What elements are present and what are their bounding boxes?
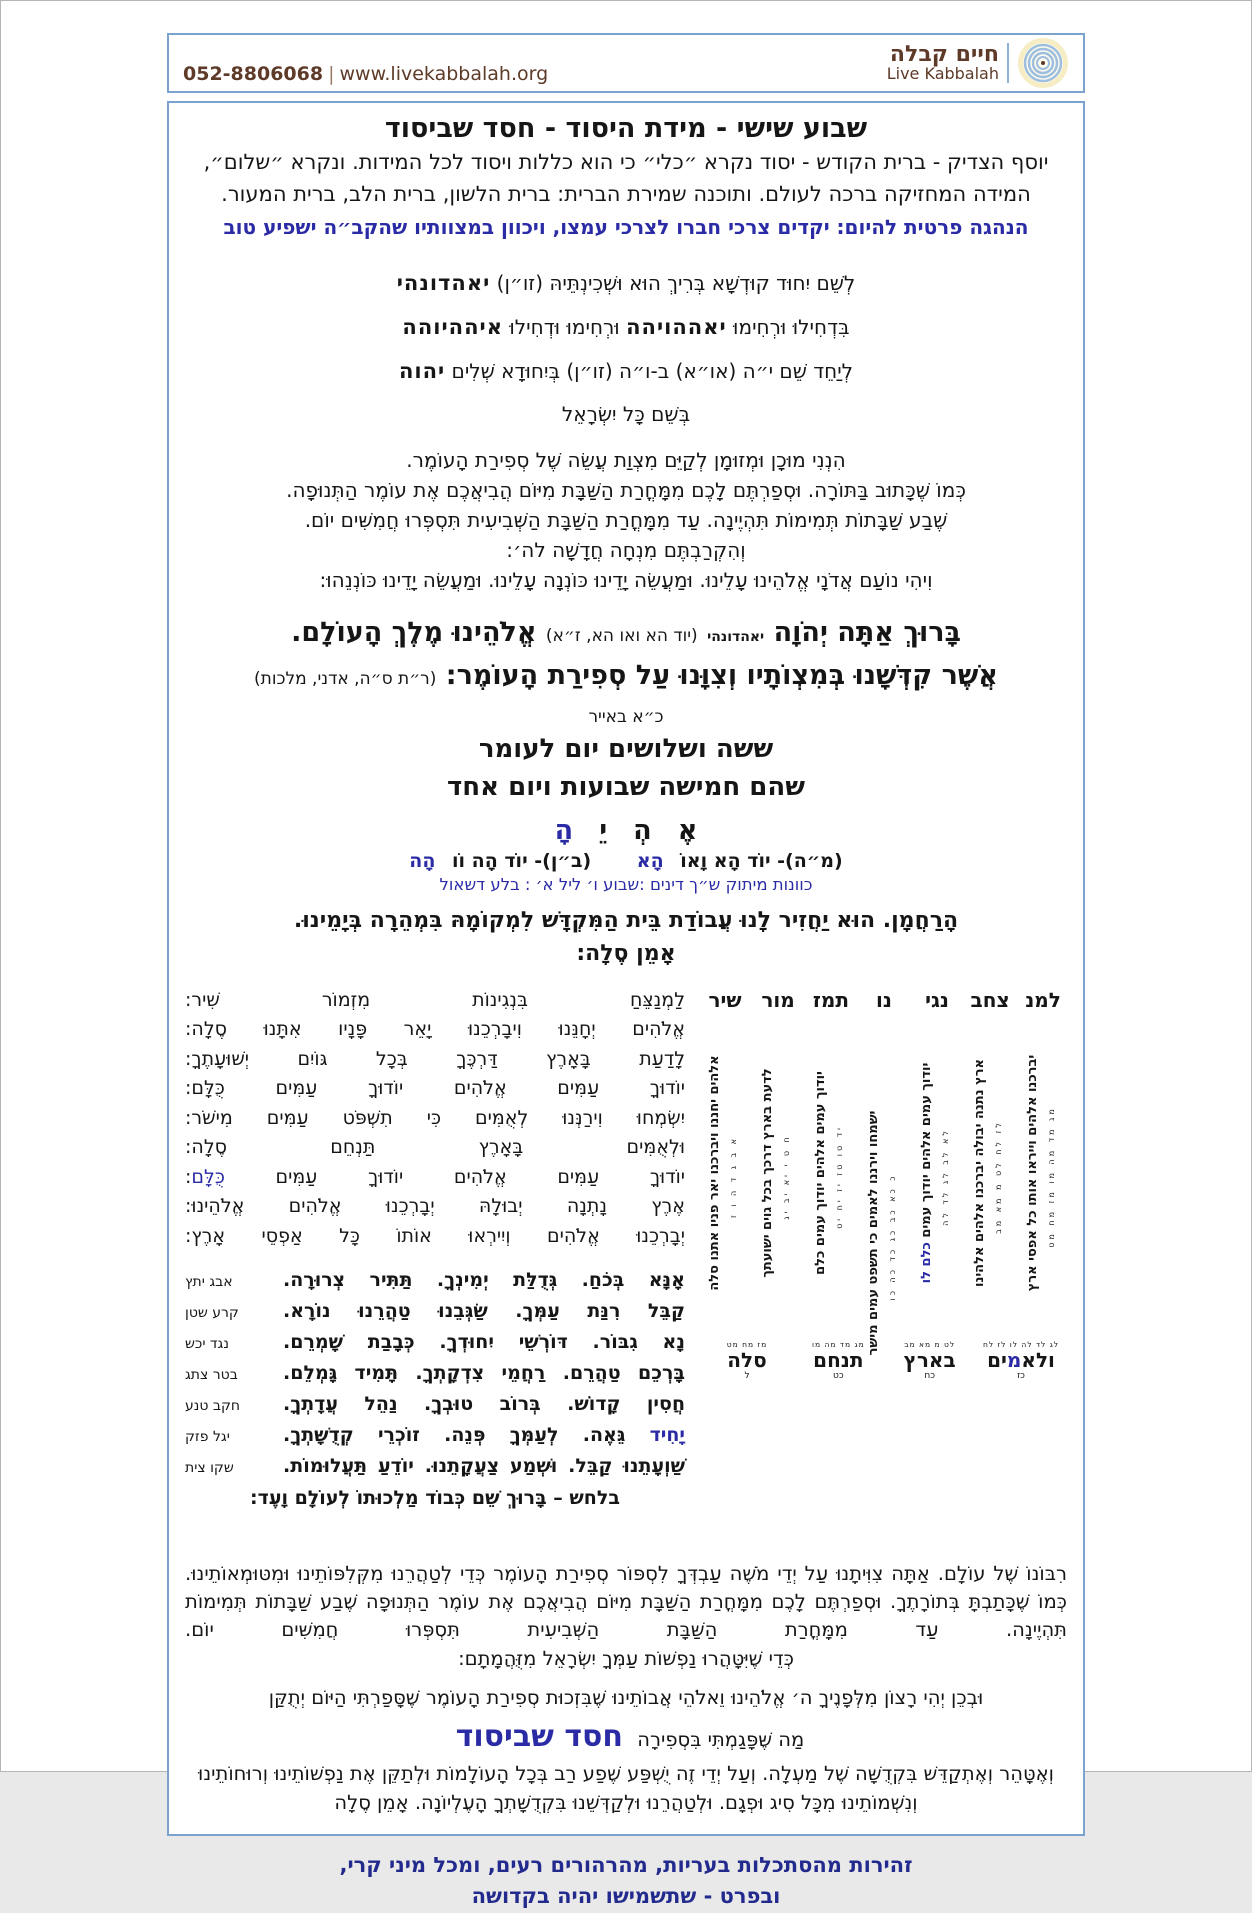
menorah-branch-1 — [1019, 986, 1067, 1452]
uvchen-line-3: וְאֶטָּהֵר וְאֶתְקַדֵּשׁ בִּקְדֻשָּׁה שֶׁל מַעְלָה. וְעַל יְדֵי זֶה יֻשְׁפַּע שֶׁפַע רַב בְּכָל הָעוֹלָמוֹת וּלְתַקֵּן אֶת נַפְשׁוֹתֵינוּ וְרוּחוֹתֵינוּ וְנִשְׁמוֹתֵינוּ מִכָּל סִיג וּפְגָם. וּלְטַהֲרֵנוּ וּלְקַדְּשֵׁנוּ בִּקְדֻשָּׁתְךָ הָעֶלְיוֹנָה. אָמֵן סֶלָה — [198, 1762, 1054, 1815]
blessing-mitzva-text: אֲשֶׁר קִדְּשָׁנוּ בְּמִצְוֹתָיו וְצִוָּנוּ עַל סְפִירַת הָעוֹמֶר: — [445, 660, 998, 692]
psalm-line-3: לָדַעַת בָּאָרֶץ דַּרְכֶּךָ בְּכָל גּוֹיִם יְשׁוּעָתֶךָ: — [185, 1047, 685, 1070]
menorah-psalm-graphic — [701, 986, 1067, 1544]
branch-7-verse: אלהים יחננו ויברכנו יאר פניו אתנו סלה — [707, 1055, 722, 1291]
milui-line — [185, 850, 1067, 872]
divine-name-3: איההיוהה — [402, 314, 503, 339]
ana-acronym-6: יגל פזק — [185, 1429, 230, 1446]
base-word-4-numbers-above: מז מח מט — [726, 1339, 768, 1349]
ana-acronym-5: חקב טנע — [185, 1398, 241, 1415]
blessing-closing: אֱלֹהֵינוּ מֶלֶךְ הָעוֹלָם. — [291, 616, 537, 648]
branch-6-verse: לדעת בארץ דרכך בכל גוים ישועתך — [760, 1068, 775, 1278]
omer-count-section — [185, 731, 1067, 806]
base-word-1-highlight: מ — [1006, 1347, 1022, 1372]
blessing-section — [185, 611, 1067, 697]
leshem-line-4: בְּשֵׁם כָּל יִשְׂרָאֵל — [561, 401, 691, 426]
branch-7-day-numbers: א ב ג ד ה ו ז — [729, 1135, 738, 1218]
leshem-line-2-text-a: בִּדְחִילוּ וּרְחִימוּ — [733, 314, 850, 339]
uvchen-line-1: וּבְכֵן יְהִי רָצוֹן מִלְּפָנֶיךָ ה׳ אֱלֹהֵינוּ וֵאלֹהֵי אֲבוֹתֵינוּ שֶׁבִּזְכוּת סְפִירַת הָעוֹמֶר שֶׁסָּפַרְתִּי הַיּוֹם יְתֻקַּן — [268, 1685, 984, 1709]
kavanot-line: כוונות מיתוק ש״ך דינים :שבוע ו׳ ליל א׳ : בלע דשאול — [439, 874, 813, 894]
name-letter-1: אֶ — [677, 814, 698, 846]
footer-warning — [1, 1850, 1251, 1913]
ana-acronym-2: קרע שטן — [185, 1305, 239, 1322]
branch-2-verse: ארץ נתנה יבולה יברכנו אלהים אלהינו — [972, 1058, 987, 1287]
base-word-4: מז מח מט סלה ל — [705, 1340, 789, 1381]
psalm-line-5: יִשְׂמְחוּ וִירַנְּנוּ לְאֻמִּים כִּי תִשְׁפֹּט עַמִּים מִישֹׁר: — [185, 1106, 685, 1129]
name-letter-2: הְ — [633, 814, 652, 846]
page-title: שבוע שישי - מידת היסוד - חסד שביסוד — [384, 113, 868, 144]
main-content-box — [167, 101, 1085, 1836]
logo — [887, 37, 1069, 89]
ana-row-5: חֲסִין קָדוֹשׁ. בְּרוֹב טוּבְךָ. נַהֵל עֲדָתְךָ. חקב טנע — [185, 1393, 685, 1416]
phone-number: 052-8806068 — [183, 63, 324, 85]
ribono-shel-olam-paragraph: רִבּוֹנוֹ שֶׁל עוֹלָם. אַתָּה צִוִּיתָנוּ עַל יְדֵי מֹשֶׁה עַבְדְּךָ לִסְפּוֹר סְפִירַת הָעוֹמֶר כְּדֵי לְטַהֲרֵנוּ מִקְּלִפּוֹתֵינוּ וּמִטּוּמְאוֹתֵינוּ. כְּמוֹ שֶׁכָּתַבְתָּ בְּתוֹרָתֶךָ. וּסְפַרְתֶּם לָכֶם מִמָּחֳרַת הַשַּׁבָּת מִיּוֹם הֲבִיאֲכֶם אֶת עוֹמֶר הַתְּנוּפָה שֶׁבַע שַׁבָּתוֹת תְּמִימוֹת תִּהְיֶינָה. עַד מִמָּחֳרַת הַשַּׁבָּת הַשְּׁבִיעִית תִּסְפְּרוּ חֲמִשִּׁים יוֹם. — [185, 1561, 1067, 1642]
branch-1-header: למנ — [1025, 987, 1061, 1012]
name-letter-4-highlighted: הָ — [554, 814, 574, 846]
branch-2-day-numbers: לז לח לט מ מא מב — [994, 1119, 1003, 1234]
leshem-line-1-text: לְשֵׁם יִחוּד קוּדְשָׁא בְּרִיךְ הוּא וּשְׁכִינְתֵּיהּ (זו״ן) — [496, 270, 856, 295]
menorah-center-stem — [860, 986, 908, 1452]
ana-acronym-7: שקו צית — [185, 1460, 234, 1477]
leshem-line-1 — [185, 261, 1067, 305]
base-word-3-numbers-above: מג מד מה מו — [812, 1339, 865, 1349]
branch-5-header: תמז — [812, 987, 850, 1012]
hebrew-date: כ״א באייר — [588, 707, 664, 728]
omer-count-weeks: שהם חמישה שבועות ויום אחד — [447, 772, 805, 803]
stem-verse: ישמחו וירננו לאמים כי תשפט עמים מישר — [866, 1110, 881, 1356]
base-word-1-numbers-above: לג לד לה לו לז לח — [982, 1339, 1060, 1349]
menorah-branch-5 — [807, 986, 855, 1452]
ana-row-7: שַׁוְעָתֵנוּ קַבֵּל. וּשְׁמַע צַעֲקָתֵנוּ. יוֹדֵעַ תַּעֲלוּמוֹת. שקו צית — [185, 1455, 685, 1478]
branch-3-verse: יודוך עמים אלהים יודוך עמים — [919, 1062, 934, 1238]
psalm-line-4: יוֹדוּךָ עַמִּים אֱלֹהִים יוֹדוּךָ עַמִּים כֻּלָּם: — [185, 1077, 685, 1100]
ana-week-6-highlight: יָחִיד — [649, 1424, 685, 1447]
base-word-1-number-below: כז — [1017, 1370, 1025, 1381]
leshem-line-2 — [185, 305, 1067, 349]
blessing-small-name: יאהדונהי — [707, 628, 765, 645]
blessing-acronym-note: (ר״ת ס״ה, אדני, מלכות) — [254, 669, 437, 690]
hineni-line-5: וִיהִי נוֹעַם אֲדֹנָי אֱלֹהֵינוּ עָלֵינוּ. וּמַעֲשֵׂה יָדֵינוּ כּוֹנְנָה עָלֵינוּ. וּמַעֲשֵׂה יָדֵינוּ כּוֹנְנֵהוּ: — [319, 567, 933, 592]
base-word-2: לט מ מא מב בארץ כח — [888, 1340, 972, 1381]
blessing-line-2 — [185, 654, 1067, 697]
website-link[interactable]: www.livekabbalah.org — [339, 63, 549, 85]
ana-row-2: קַבֵּל רִנַּת עַמְּךָ. שַׂגְּבֵנוּ טַהֲרֵנוּ נוֹרָא. קרע שטן — [185, 1300, 685, 1323]
branch-6-day-numbers: ח ט י יא יב יג — [782, 1133, 791, 1220]
stem-header: נו — [876, 987, 892, 1012]
harachaman-line-2: אָמֵן סֶלָה: — [576, 940, 676, 966]
logo-text — [887, 43, 1009, 83]
stem-day-numbers: כ כא כב כג כד כה כו — [888, 1173, 897, 1301]
logo-hebrew-title: חיים קבלה — [889, 42, 999, 68]
uvchen-section — [185, 1683, 1067, 1818]
divine-name-ehyeh — [185, 815, 1067, 846]
hineni-line-4: וְהִקְרַבְתֶּם מִנְחָה חֲדָשָׁה לה׳: — [506, 537, 746, 562]
psalm-day-36-word: כֻּלָּם — [191, 1165, 225, 1188]
ana-row-1: אָנָּא בְּכֹחַ. גְּדֻלַּת יְמִינְךָ. תַּתִּיר צְרוּרָה. אבג יתץ — [185, 1269, 685, 1292]
psalm-line-8: אֶרֶץ נָתְנָה יְבוּלָהּ יְבָרְכֵנוּ אֱלֹהִים אֱלֹהֵינוּ: — [185, 1195, 685, 1218]
logo-english-title: Live Kabbalah — [886, 64, 999, 84]
intro-line-1: יוסף הצדיק - ברית הקודש - יסוד נקרא ״כלי״ כי הוא כללות ויסוד לכל המידות. ונקרא ״שלום״, — [203, 150, 1049, 174]
psalm-line-6: וּלְאֻמִּים בָּאָרֶץ תַּנְחֵם סֶלָה: — [185, 1136, 685, 1159]
base-word-3-number-below: כט — [833, 1370, 844, 1381]
leshem-yichud-section — [185, 261, 1067, 435]
branch-3-day-numbers: לא לב לג לד לה — [941, 1127, 950, 1226]
harachaman-section — [185, 904, 1067, 970]
ana-row-4: בָּרְכֵם טַהֲרֵם. רַחֲמֵי צִדְקָתְךָ. תָּמִיד גָּמְלֵם. בטר צתג — [185, 1362, 685, 1385]
spiral-logo-icon — [1017, 37, 1069, 89]
baruch-shem-whisper-line: בלחש – בָּרוּךְ שֵׁם כְּבוֹד מַלְכוּתוֹ לְעוֹלָם וָעֶד: — [250, 1487, 620, 1510]
branch-6-header: מור — [761, 987, 795, 1012]
ana-row-6: יָחִיד גֵּאֶה. לְעַמְּךָ פְּנֵה. זוֹכְרֵי קְדֻשָּׁתְךָ. יגל פזק — [185, 1424, 685, 1447]
psalm-line-9: יְבָרְכֵנוּ אֱלֹהִים וְיִירְאוּ אוֹתוֹ כָּל אַפְסֵי אָרֶץ: — [185, 1224, 685, 1247]
branch-5-verse: יודוך עמים אלהים יודוך עמים כלם — [813, 1070, 828, 1275]
base-word-2-number-below: כח — [924, 1370, 935, 1381]
footer-line-2: ובפרט - שתשמישו יהיה בקדושה — [471, 1884, 781, 1909]
contact-info — [183, 63, 548, 91]
sefira-of-the-day: חסד שביסוד — [455, 1719, 624, 1755]
milui-ban-highlight: הָה — [409, 849, 436, 872]
menorah-branches — [701, 986, 1067, 1452]
hineni-section — [185, 445, 1067, 595]
hineni-line-2: כְּמוֹ שֶׁכָּתוּב בַּתּוֹרָה. וּסְפַרְתֶּם לָכֶם מִמָּחֳרַת הַשַּׁבָּת מִיּוֹם הֲבִיאֲכֶם אֶת עוֹמֶר הַתְּנוּפָה. — [286, 477, 966, 502]
name-letter-3: יֵ — [599, 814, 608, 846]
base-word-2-numbers-above: לט מ מא מב — [904, 1339, 956, 1349]
hineni-line-1: הִנְנִי מוּכָן וּמְזוּמָן לְקַיֵּם מִצְוַת עֲשֵׂה שֶׁל סְפִירַת הָעוֹמֶר. — [406, 447, 846, 472]
psalm-line-7: יוֹדוּךָ עַמִּים אֱלֹהִים יוֹדוּךָ עַמִּים כֻּלָּם: — [185, 1165, 686, 1188]
menorah-branch-6 — [754, 986, 802, 1452]
ana-acronym-1: אבג יתץ — [185, 1274, 233, 1291]
ana-row-3: נָא גִבּוֹר. דּוֹרְשֵׁי יִחוּדְךָ. כְּבָבַת שָׁמְרֵם. נגד יכש — [185, 1331, 685, 1354]
branch-7-header: שיר — [708, 987, 742, 1012]
header — [167, 33, 1085, 93]
milui-mah-highlight: הָא — [636, 849, 664, 872]
milui-mah: (מ״ה)- יוֹד הָא וָאוֹ — [680, 849, 843, 872]
footer-line-1: זהירות מהסתכלות בעריות, מהרהורים רעים, ומכל מיני קרי, — [339, 1852, 913, 1877]
branch-2-header: צחב — [970, 987, 1010, 1012]
psalm-line-2: אֱלֹהִים יְחָנֵּנוּ וִיבָרְכֵנוּ יָאֵר פָּנָיו אִתָּנוּ סֶלָה: — [185, 1018, 685, 1041]
branch-3-highlight-day-36: כלם לו — [919, 1241, 934, 1284]
leshem-line-2-text-b: וּרְחִימוּ וּדְחִילוּ — [509, 314, 620, 339]
divine-name-1: יאהדונהי — [396, 270, 491, 295]
leshem-line-3 — [185, 349, 1067, 393]
divine-name-2: יאההויהה — [626, 314, 727, 339]
branch-3-header: נגי — [925, 987, 949, 1012]
menorah-branch-7 — [701, 986, 749, 1452]
base-word-4-number-below: ל — [744, 1370, 750, 1381]
base-word-1: לג לד לה לו לז לח ולאמים כז — [979, 1340, 1063, 1381]
divine-name-4: יהוה — [398, 358, 446, 383]
daily-practice-line: הנהגה פרטית להיום: יקדים צרכי חברו לצרכי עמצו, ויכוון במצוותיו שהקב״ה ישפיע טוב — [223, 214, 1029, 239]
ribono-last-line: כְּדֵי שֶׁיִּטָּהֲרוּ נַפְשׁוֹת עַמְּךָ יִשְׂרָאֵל מִזֻּהֲמָתָם: — [458, 1646, 794, 1670]
psalm-67 — [185, 986, 685, 1252]
psalm-line-1: לַמְנַצֵּחַ בִּנְגִינוֹת מִזְמוֹר שִׁיר: — [185, 988, 685, 1011]
branch-1-day-numbers: מג מד מה מו מז מח מט — [1047, 1105, 1056, 1248]
contact-divider: | — [328, 63, 335, 85]
base-word-3: מג מד מה מו תנחם כט — [796, 1340, 880, 1381]
milui-ban: (ב״ן)- יוֹד הָה וֹו — [452, 849, 592, 872]
ana-bekoach-section — [185, 1269, 685, 1509]
branch-1-verse: יברכנו אלהים וייראו אותו כל אפסי ארץ — [1025, 1054, 1040, 1291]
intro-line-2: המידה המחזיקה ברכה לעולם. ותוכנה שמירת הברית: ברית הלשון, ברית הלב, ברית המעור. — [221, 182, 1031, 207]
menorah-branch-2 — [966, 986, 1014, 1452]
leshem-line-3-text: לְיַחֵד שֵׁם י״ה (או״א) ב-ו״ה (זו״ן) בְּיִחוּדָא שְׁלִים — [451, 358, 854, 383]
blessing-opening: בָּרוּךְ אַתָּה יְהֹוָה — [773, 616, 961, 648]
ana-acronym-4: בטר צתג — [185, 1367, 238, 1384]
branch-5-day-numbers: יד טו טז יז יח יט — [835, 1124, 844, 1229]
hineni-line-3: שֶׁבַע שַׁבָּתוֹת תְּמִימוֹת תִּהְיֶינָה. עַד מִמָּחֳרַת הַשַּׁבָּת הַשְּׁבִיעִית תִּסְפְּרוּ חֲמִשִּׁים יוֹם. — [304, 507, 948, 532]
blessing-line-1 — [185, 611, 1067, 654]
uvchen-line-2: מַה שֶּׁפָּגַמְתִּי בִּסְפִירָה חסד שביסוד — [455, 1719, 805, 1755]
menorah-branch-3 — [913, 986, 961, 1452]
omer-count-days: ששה ושלושים יום לעומר — [478, 734, 774, 765]
blessing-kavana-note: (יוד הא ואו הא, ז״א) — [545, 625, 698, 646]
psalm-text-column — [185, 986, 685, 1544]
ana-acronym-3: נגד יכש — [185, 1336, 229, 1353]
psalm-and-menorah-section — [185, 986, 1067, 1544]
harachaman-line-1: הָרַחֲמָן. הוּא יַחֲזִיר לָנוּ עֲבוֹדַת בֵּית הַמִּקְדָּשׁ לִמְקוֹמָהּ בִּמְהֵרָה בְּיָמֵינוּ. — [293, 907, 959, 933]
